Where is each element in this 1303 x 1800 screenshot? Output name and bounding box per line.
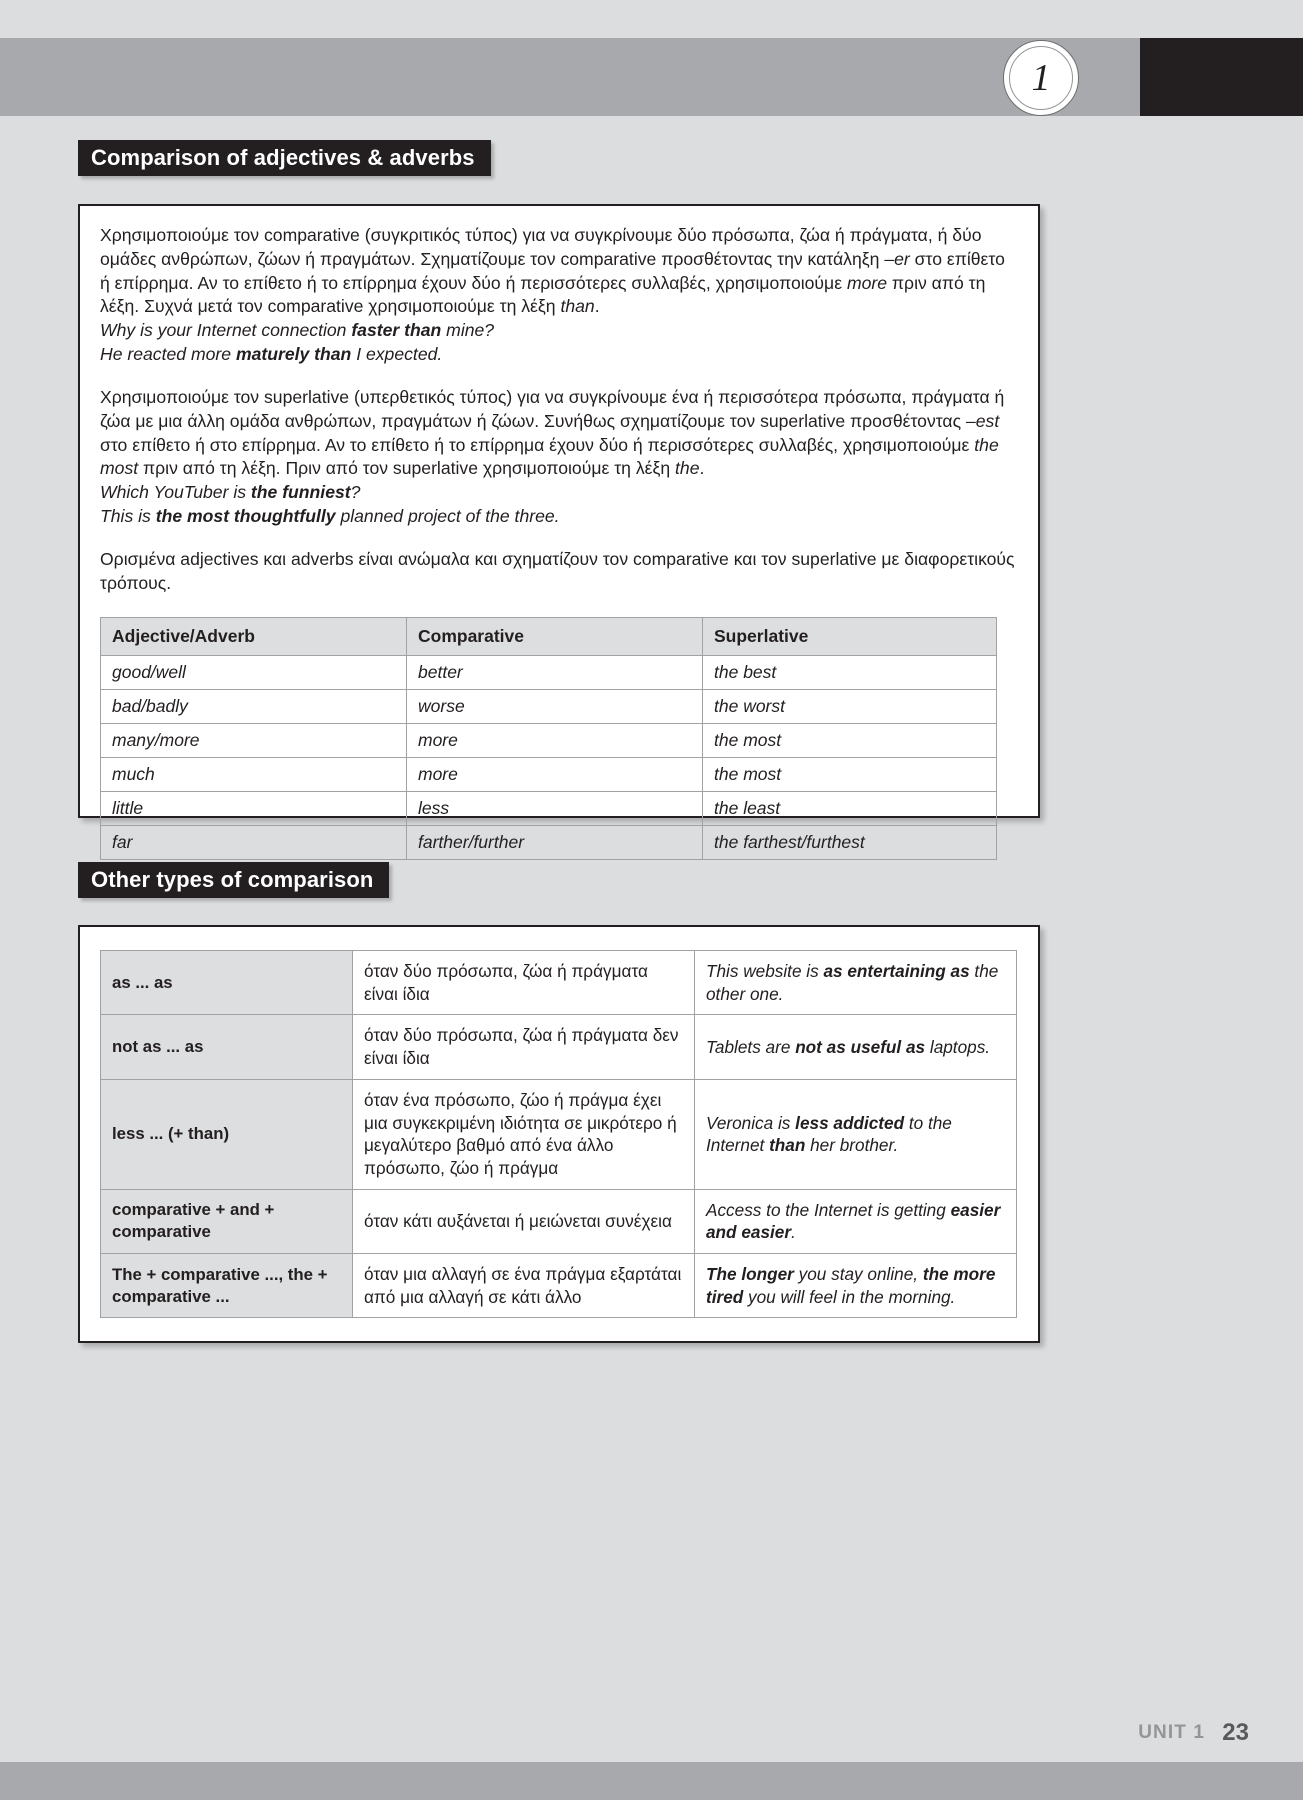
section-heading-comparison xyxy=(78,140,491,176)
example-highlight: not as useful as xyxy=(795,1036,926,1057)
example-part1: Tablets are xyxy=(706,1036,796,1057)
section-heading-label: Comparison of adjectives & adverbs xyxy=(91,145,475,170)
table-row xyxy=(101,1189,1017,1253)
example-part2: to the Internet xyxy=(706,1112,952,1156)
cell-comparative: more xyxy=(407,757,703,791)
cell-comparative: farther/further xyxy=(407,825,703,859)
cell-example xyxy=(695,1079,1017,1189)
top-banner-black-block xyxy=(1140,38,1303,116)
table-header-row xyxy=(101,617,997,655)
cell-superlative: the farthest/furthest xyxy=(703,825,997,859)
paragraph-comparative-part2: στο επίθετο ή επίρρημα. Αν το επίθετο ή το επίρρημα έχουν δύο ή περισσότερες συλλαβές, χρησιμοποιούμε xyxy=(100,248,1005,293)
cell-adjective: good/well xyxy=(101,655,407,689)
cell-form: not as ... as xyxy=(101,1015,353,1079)
example-3-highlight: the funniest xyxy=(250,482,351,503)
example-part1: This website is xyxy=(706,961,824,981)
column-header-adjective-adverb: Adjective/Adverb xyxy=(101,617,407,655)
example-part2: you will feel in the morning. xyxy=(743,1286,956,1307)
paragraph-superlative-part3: πριν από τη λέξη. Πριν από τον superlative χρησιμοποιούμε τη λέξη xyxy=(138,458,676,479)
paragraph-superlative-part1: Χρησιμοποιούμε τον superlative (υπερθετικός τύπος) για να συγκρίνουμε ένα ή περισσότερα πρόσωπα, πράγματα ή ζώα με μια άλλη ομάδα ανθρώπων, πραγμάτων ή ζώων. Συνήθως σχηματίζουμε τον superlative προσθέτοντας xyxy=(100,386,1005,431)
column-header-comparative: Comparative xyxy=(407,617,703,655)
bottom-banner xyxy=(0,1762,1303,1800)
term-more: more xyxy=(846,272,888,293)
paragraph-superlative xyxy=(100,386,1018,481)
spacer-2 xyxy=(100,529,1018,548)
cell-adjective: little xyxy=(101,791,407,825)
example-highlight-2: the more tired xyxy=(706,1264,996,1307)
other-comparison-table xyxy=(100,950,1017,1318)
example-4-part1: This is xyxy=(100,506,156,527)
example-highlight-1: less addicted xyxy=(795,1112,905,1133)
footer-page-number: 23 xyxy=(1222,1719,1249,1746)
example-2-highlight: maturely than xyxy=(235,344,352,365)
example-part1: you stay online, xyxy=(793,1264,923,1285)
example-sentence-1 xyxy=(100,319,1018,343)
unit-number-badge xyxy=(1003,40,1079,116)
example-4-part2: planned project of the three. xyxy=(335,506,560,527)
paragraph-comparative-part1: Χρησιμοποιούμε τον comparative (συγκριτικός τύπος) για να συγκρίνουμε δύο πρόσωπα, ζώα ή πράγματα, ή δύο ομάδες ανθρώπων, ζώων ή πραγμάτων. Σχηματίζουμε τον comparative προσθέτοντας την κατάληξη xyxy=(100,225,982,269)
example-sentence-2 xyxy=(100,343,1018,367)
cell-usage: όταν κάτι αυξάνεται ή μειώνεται συνέχεια xyxy=(353,1189,695,1253)
cell-form: The + comparative ..., the + comparative ... xyxy=(101,1254,353,1318)
term-than: than xyxy=(560,296,595,317)
example-3-part1: Which YouTuber is xyxy=(100,482,251,503)
cell-usage: όταν δύο πρόσωπα, ζώα ή πράγματα δεν είναι ίδια xyxy=(353,1015,695,1079)
table-row xyxy=(101,1254,1017,1318)
paragraph-comparative-part4: . xyxy=(594,296,600,317)
example-1-highlight: faster than xyxy=(351,320,442,341)
paragraph-superlative-part4: . xyxy=(699,458,705,479)
cell-superlative: the most xyxy=(703,723,997,757)
table-row xyxy=(101,825,997,859)
table-row xyxy=(101,1079,1017,1189)
paragraph-comparative-part3: πριν από τη λέξη. Συχνά μετά τον comparative χρησιμοποιούμε τη λέξη xyxy=(100,272,986,317)
table-row xyxy=(101,723,997,757)
cell-superlative: the worst xyxy=(703,689,997,723)
panel-other-types xyxy=(78,925,1040,1343)
cell-superlative: the most xyxy=(703,757,997,791)
example-part3: her brother. xyxy=(805,1135,899,1156)
example-highlight: as entertaining as xyxy=(823,961,970,981)
paragraph-superlative-part2: στο επίθετο ή στο επίρρημα. Αν το επίθετο ή το επίρρημα έχουν δύο ή περισσότερες συλλαβές, χρησιμοποιούμε xyxy=(100,434,975,455)
term-the: the xyxy=(675,458,700,479)
table-row xyxy=(101,951,1017,1015)
top-banner xyxy=(0,38,1303,116)
cell-superlative: the least xyxy=(703,791,997,825)
unit-number-text: 1 xyxy=(1031,57,1051,99)
cell-comparative: better xyxy=(407,655,703,689)
example-part2: . xyxy=(791,1222,796,1243)
cell-usage: όταν μια αλλαγή σε ένα πράγμα εξαρτάται από μια αλλαγή σε κάτι άλλο xyxy=(353,1254,695,1318)
table-row xyxy=(101,689,997,723)
term-er: –er xyxy=(884,248,910,269)
cell-adjective: bad/badly xyxy=(101,689,407,723)
cell-adjective: far xyxy=(101,825,407,859)
irregular-forms-table xyxy=(100,617,997,860)
unit-number-badge-ring xyxy=(1009,46,1073,110)
cell-example xyxy=(695,1189,1017,1253)
cell-comparative: worse xyxy=(407,689,703,723)
table-row xyxy=(101,791,997,825)
example-1-part1: Why is your Internet connection xyxy=(100,320,352,341)
cell-comparative: more xyxy=(407,723,703,757)
example-part1: Veronica is xyxy=(706,1112,796,1133)
example-1-part2: mine? xyxy=(441,320,495,341)
cell-adjective: many/more xyxy=(101,723,407,757)
example-part2: laptops. xyxy=(925,1036,991,1057)
paragraph-irregular: Ορισμένα adjectives και adverbs είναι ανώμαλα και σχηματίζουν τον comparative και τον superlative με διαφορετικούς τρόπους. xyxy=(100,548,1015,593)
example-3-part2: ? xyxy=(350,482,361,503)
cell-comparative: less xyxy=(407,791,703,825)
cell-usage: όταν δύο πρόσωπα, ζώα ή πράγματα είναι ίδια xyxy=(353,951,695,1015)
table-row xyxy=(101,1015,1017,1079)
column-header-superlative: Superlative xyxy=(703,617,997,655)
cell-usage: όταν ένα πρόσωπο, ζώο ή πράγμα έχει μια συγκεκριμένη ιδιότητα σε μικρότερο ή μεγαλύτερο βαθμό από ένα άλλο πρόσωπο, ζώο ή πράγμα xyxy=(353,1079,695,1189)
table-row xyxy=(101,757,997,791)
cell-superlative: the best xyxy=(703,655,997,689)
table-row xyxy=(101,655,997,689)
paragraph-comparative xyxy=(100,224,1018,319)
cell-form: as ... as xyxy=(101,951,353,1015)
example-4-highlight: the most thoughtfully xyxy=(155,506,336,527)
example-part2: the other one. xyxy=(706,961,999,1004)
example-part1: Access to the Internet is getting xyxy=(706,1199,951,1220)
cell-form: comparative + and + comparative xyxy=(101,1189,353,1253)
cell-example xyxy=(695,1015,1017,1079)
example-2-part2: I expected. xyxy=(351,344,443,365)
term-est: –est xyxy=(965,410,1000,431)
example-2-part1: He reacted more xyxy=(100,344,236,365)
section-heading-other-types xyxy=(78,862,389,898)
panel-comparison xyxy=(78,204,1040,852)
cell-example xyxy=(695,1254,1017,1318)
cell-adjective: much xyxy=(101,757,407,791)
cell-example xyxy=(695,951,1017,1015)
example-highlight-2: than xyxy=(769,1135,806,1156)
panel-comparison-content xyxy=(80,206,1038,860)
term-the-most: the most xyxy=(100,434,999,479)
section-heading-label: Other types of comparison xyxy=(91,867,374,892)
panel-other-types-content xyxy=(80,927,1038,1318)
spacer-1 xyxy=(100,367,1018,386)
example-highlight-1: The longer xyxy=(706,1264,794,1285)
footer-unit-label: UNIT 1 xyxy=(1138,1722,1205,1743)
example-sentence-3 xyxy=(100,481,1018,505)
example-sentence-4 xyxy=(100,505,1018,529)
example-highlight: easier and easier xyxy=(706,1199,1001,1243)
cell-form: less ... (+ than) xyxy=(101,1079,353,1189)
